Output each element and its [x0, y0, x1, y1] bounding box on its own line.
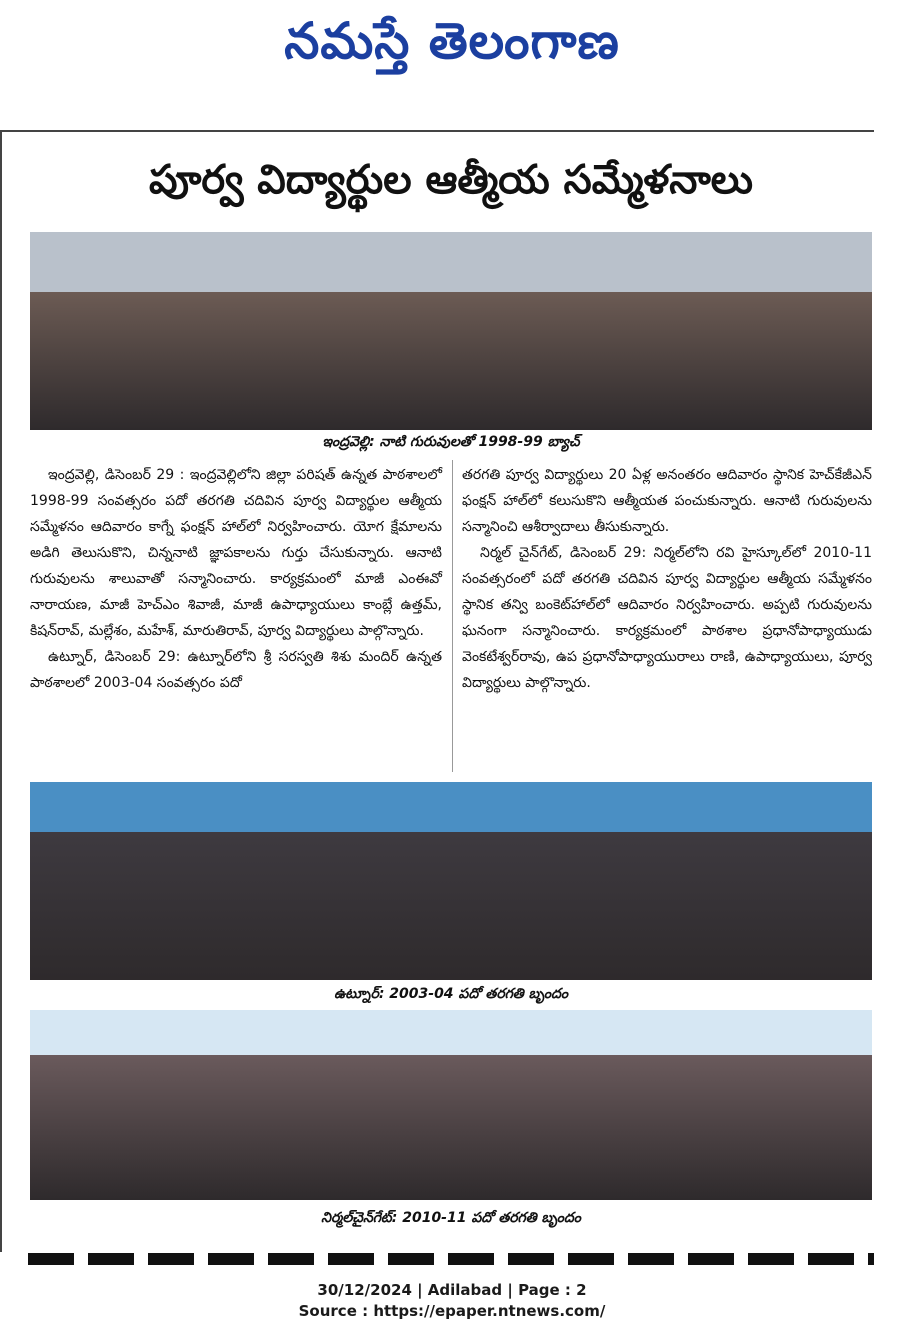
- article-headline: పూర్వ విద్యార్థుల ఆత్మీయ సమ్మేళనాలు: [148, 156, 754, 203]
- photo-caption-indravelli: ఇంద్రవెల్లి: నాటి గురువులతో 1998-99 బ్యాచ్: [322, 434, 580, 450]
- paragraph-indravelli: ఇంద్రవెల్లి, డిసెంబర్ 29 : ఇంద్రవెల్లిలోని జిల్లా పరిషత్ ఉన్నత పాఠశాలలో 1998-99 సంవత్సరం పదో తరగతి చదివిన పూర్వ విద్యార్థుల ఆత్మీయ సమ్మేళనం ఆదివారం కాగ్నే ఫంక్షన్ హాల్‌లో నిర్వహించారు. యోగ క్షేమాలను అడిగి తెలుసుకొని, చిన్ననాటి జ్ఞాపకాలను గుర్తు చేసుకున్నారు. ఆనాటి గురువులను శాలువాతో సన్మానించారు. కార్యక్రమంలో మాజీ ఎంఈవో నారాయణ, మాజీ హెచ్‌ఎం శివాజీ, మాజీ ఉపాధ్యాయులు కాంబ్లే ఉత్తమ్, కిషన్‌రావ్, మల్లేశం, మహేశ్, మారుతిరావ్, పూర్వ విద్యార్థులు పాల్గొన్నారు.: [30, 467, 442, 639]
- footer-source: Source : https://epaper.ntnews.com/: [298, 1302, 606, 1320]
- top-rule: [0, 130, 874, 132]
- column-divider: [452, 460, 453, 772]
- newspaper-logo: నమస్తే తెలంగాణ: [284, 11, 620, 70]
- photo-indravelli-group: [30, 232, 872, 430]
- page-footer: [0, 1280, 904, 1322]
- footer-date-edition: 30/12/2024 | Adilabad | Page : 2: [317, 1281, 587, 1299]
- photo-caption-nirmal: నిర్మల్‌చైన్‌గేట్: 2010-11 పదో తరగతి బృందం: [321, 1210, 581, 1226]
- next-headline-cutoff: [28, 1245, 874, 1265]
- photo-caption-utnoor: ఉట్నూర్: 2003-04 పదో తరగతి బృందం: [334, 986, 568, 1002]
- article-column-left: [30, 462, 442, 696]
- photo-utnoor-group: [30, 782, 872, 980]
- article-column-right: [462, 462, 872, 696]
- paragraph-utnoor-continued: తరగతి పూర్వ విద్యార్థులు 20 ఏళ్ల అనంతరం ఆదివారం స్థానిక హెచ్‌కేజీఎన్ ఫంక్షన్ హాల్‌లో కలుసుకొని ఆత్మీయత పంచుకున్నారు. ఆనాటి గురువులను సన్మానించి ఆశీర్వాదాలు తీసుకున్నారు.: [462, 467, 872, 535]
- paragraph-utnoor-start: ఉట్నూర్, డిసెంబర్ 29: ఉట్నూర్‌లోని శ్రీ సరస్వతి శిశు మందిర్ ఉన్నత పాఠశాలలో 2003-04 సంవత్సరం పదో: [30, 649, 442, 691]
- left-frame-rule: [0, 132, 2, 1252]
- photo-nirmal-group: [30, 1010, 872, 1200]
- paragraph-nirmal: నిర్మల్ చైన్‌గేట్, డిసెంబర్ 29: నిర్మల్‌లోని రవి హైస్కూల్‌లో 2010-11 సంవత్సరంలో పదో తరగతి చదివిన పూర్వ విద్యార్థుల ఆత్మీయ సమ్మేళనం స్థానిక తన్వి బంకెట్‌హాల్‌లో ఆదివారం నిర్వహించారు. అప్పటి గురువులను ఘనంగా సన్మానించారు. కార్యక్రమంలో పాఠశాల ప్రధానోపాధ్యాయుడు వెంకటేశ్వర్‌రావు, ఉప ప్రధానోపాధ్యాయురాలు రాణి, ఉపాధ్యాయులు, పూర్వ విద్యార్థులు పాల్గొన్నారు.: [462, 545, 872, 691]
- masthead: [0, 0, 904, 80]
